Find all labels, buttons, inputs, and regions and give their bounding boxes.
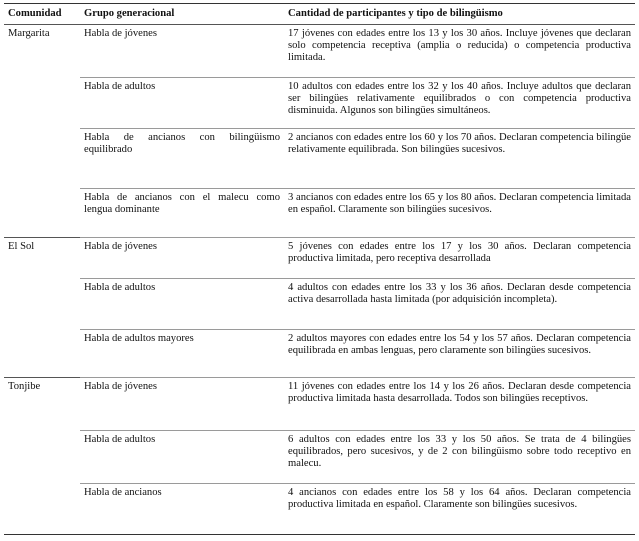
group-cell: Habla de jóvenes	[80, 25, 284, 78]
group-cell	[80, 129, 284, 189]
header-description: Cantidad de participantes y tipo de bilingüismo	[284, 4, 635, 25]
header-community: Comunidad	[4, 4, 80, 25]
header-group: Grupo generacional	[80, 4, 284, 25]
description-cell: 2 ancianos con edades entre los 60 y los 70 años. Declaran competencia bilingüe relativamente equilibrada. Son bilingües sucesivos.	[284, 129, 635, 189]
community-cell	[4, 484, 80, 535]
community-cell: Margarita	[8, 28, 50, 39]
description-cell: 5 jóvenes con edades entre los 17 y los 30 años. Declaran competencia productiva limitada, pero receptiva desarrollada	[284, 238, 635, 279]
table-row	[4, 431, 635, 484]
group-cell: Habla de jóvenes	[80, 378, 284, 431]
description-cell: 17 jóvenes con edades entre los 13 y los 30 años. Incluye jóvenes que declaran solo competencia receptiva (amplia o reducida) o competencia productiva limitada.	[284, 25, 635, 78]
community-cell	[4, 279, 80, 330]
community-cell: El Sol	[8, 241, 35, 252]
description-cell: 2 adultos mayores con edades entre los 54 y los 57 años. Declaran competencia equilibrada en ambas lenguas, pero claramente son bilingües sucesivos.	[284, 330, 635, 378]
table-row	[4, 279, 635, 330]
description-cell: 3 ancianos con edades entre los 65 y los 80 años. Declaran competencia limitada en español. Claramente son bilingües sucesivos.	[284, 189, 635, 238]
table-row	[4, 129, 635, 189]
group-label: Habla de ancianos con el malecu como lengua dominante	[84, 192, 280, 215]
community-cell	[4, 189, 80, 238]
community-cell	[4, 129, 80, 189]
description-cell: 11 jóvenes con edades entre los 14 y los 26 años. Declaran desde competencia productiva limitada hasta desarrollada. Todos son bilingües receptivos.	[284, 378, 635, 431]
community-cell	[4, 330, 80, 378]
community-cell	[4, 78, 80, 129]
community-cell: Tonjibe	[8, 381, 41, 392]
description-cell: 6 adultos con edades entre los 33 y los 50 años. Se trata de 4 bilingües equilibrados, pero sucesivos, y de 2 con bilingüismo sobre todo receptivo en malecu.	[284, 431, 635, 484]
bilingualism-table	[4, 3, 635, 535]
group-cell: Habla de adultos mayores	[80, 330, 284, 378]
group-cell: Habla de ancianos	[80, 484, 284, 535]
table-row	[4, 25, 635, 78]
group-cell: Habla de adultos	[80, 78, 284, 129]
table-header-row	[4, 4, 635, 25]
group-cell	[80, 189, 284, 238]
group-label: Habla de ancianos con bilingüismo equilibrado	[84, 132, 280, 155]
table-row	[4, 378, 635, 431]
table-row	[4, 484, 635, 535]
community-cell	[4, 431, 80, 484]
table-row	[4, 78, 635, 129]
group-cell: Habla de jóvenes	[80, 238, 284, 279]
description-cell: 10 adultos con edades entre los 32 y los 40 años. Incluye adultos que declaran ser bilingües relativamente equilibrados o con competencia productiva disminuida. Algunos son bilingües simultáneos.	[284, 78, 635, 129]
table-row	[4, 330, 635, 378]
description-cell: 4 ancianos con edades entre los 58 y los 64 años. Declaran competencia productiva limitada en español. Claramente son bilingües sucesivos.	[284, 484, 635, 535]
table-row	[4, 238, 635, 279]
group-cell: Habla de adultos	[80, 279, 284, 330]
description-cell: 4 adultos con edades entre los 33 y los 36 años. Declaran desde competencia activa desarrollada hasta limitada (por adquisición incompleta).	[284, 279, 635, 330]
table-row	[4, 189, 635, 238]
group-cell: Habla de adultos	[80, 431, 284, 484]
